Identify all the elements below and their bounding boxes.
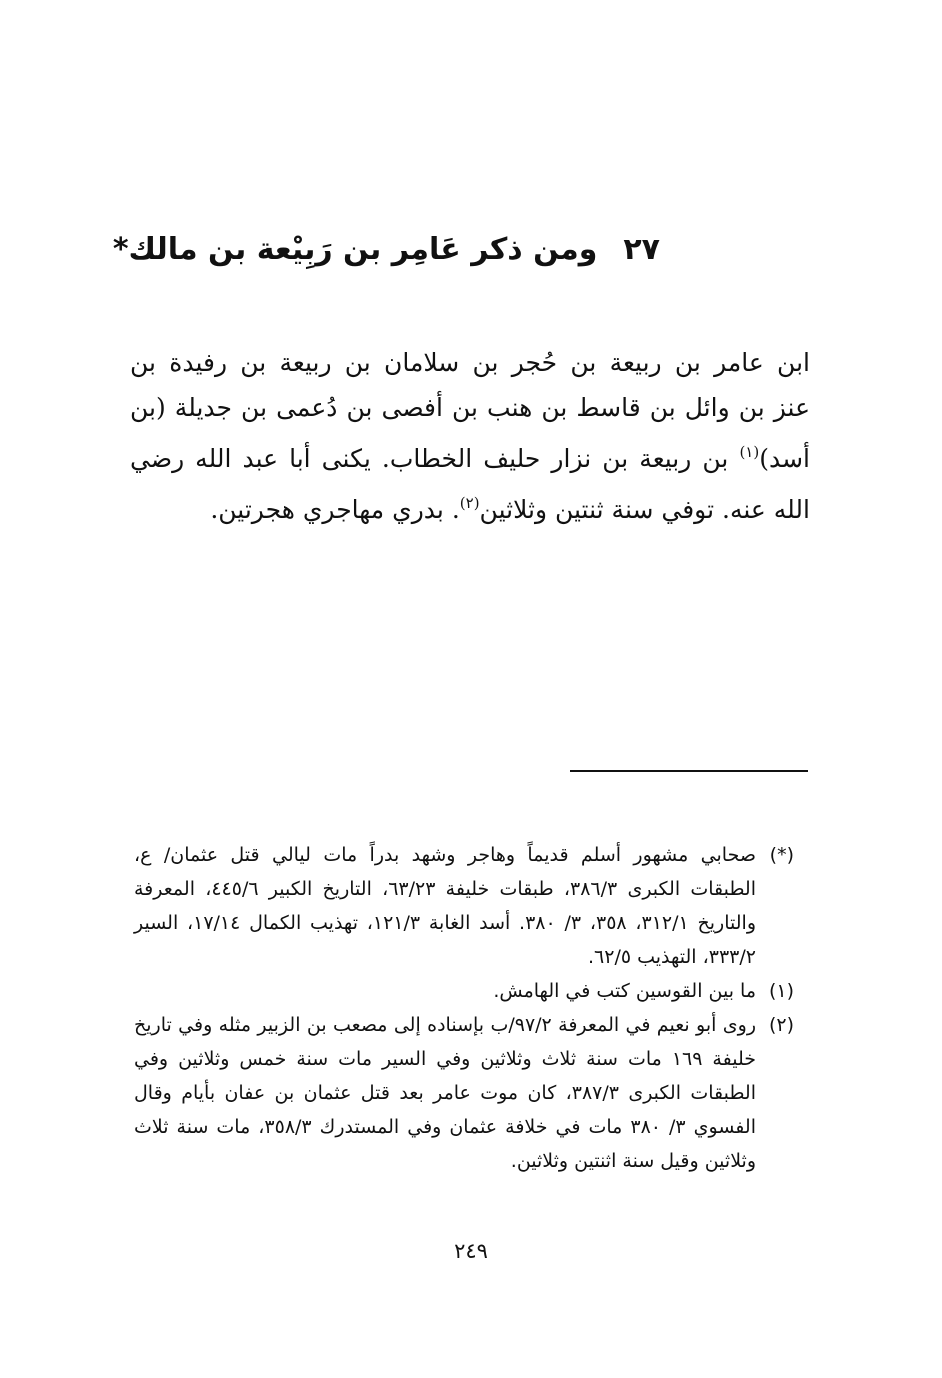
body-text-segment: أسد) [759, 444, 810, 473]
body-line-1: ابن عامر بن ربيعة بن حُجر بن سلامان بن ربيعة بن رفيدة بن [130, 348, 810, 377]
footnote-ref-1: (١) [739, 443, 760, 461]
body-line-4 [130, 481, 810, 532]
footnote-separator [570, 770, 808, 772]
footnote-marker: (٢) [768, 1014, 794, 1036]
page-number: ٢٤٩ [454, 1239, 488, 1263]
footnote-2 [134, 1008, 794, 1178]
entry-heading [112, 228, 660, 272]
body-line-2: عنز بن وائل بن قاسط بن هنب بن أفصى بن دُعمى بن جديلة (بن [130, 393, 810, 422]
footnote-text: صحابي مشهور أسلم قديماً وهاجر وشهد بدراً مات ليالي قتل عثمان/ ع، الطبقات الكبرى ٣٨٦/٣، طبقات خليفة ٦٣/٢٣، التاريخ الكبير ٤٤٥/٦، المعرفة والتاريخ ٣١٢/١، ٣٥٨، ٣/ ٣٨٠. أسد الغابة ١٢١/٣، تهذيب الكمال ١٧/١٤، السير ٣٣٣/٢، التهذيب ٦٢/٥. [134, 844, 757, 968]
footnotes [134, 838, 794, 1178]
footnote-marker: (١) [768, 980, 794, 1002]
entry-title: ومن ذكر عَامِر بن رَبِيْعة بن مالك* [112, 232, 598, 267]
body-line-3 [130, 430, 810, 481]
footnote-marker: (*) [769, 844, 794, 866]
entry-body [130, 340, 810, 532]
footnote-text: روى أبو نعيم في المعرفة ٩٧/٢/ب بإسناده إلى مصعب بن الزبير مثله وفي تاريخ خليفة ١٦٩ مات سنة ثلاث وثلاثين وفي السير مات سنة خمس وثلاثين وفي الطبقات الكبرى ٣٨٧/٣، كان موت عامر بعد قتل عثمان بن عفان بأيام وقال الفسوي ٣/ ٣٨٠ مات في خلافة عثمان وفي المستدرك ٣٥٨/٣، مات سنة ثلاث وثلاثين وقيل سنة اثنتين وثلاثين. [134, 1014, 757, 1172]
body-text-segment: الله عنه. توفي سنة ثنتين وثلاثين [479, 495, 810, 524]
footnote-star [134, 838, 794, 974]
entry-number: ٢٧ [623, 232, 660, 267]
footnote-text: ما بين القوسين كتب في الهامش. [493, 980, 756, 1002]
footnote-ref-2: (٢) [459, 494, 480, 512]
body-text-segment: بن ربيعة بن نزار حليف الخطاب. يكنى أبا عبد الله رضي [130, 444, 729, 473]
body-text-segment: . بدري مهاجري هجرتين. [210, 495, 460, 524]
footnote-1 [134, 974, 794, 1008]
